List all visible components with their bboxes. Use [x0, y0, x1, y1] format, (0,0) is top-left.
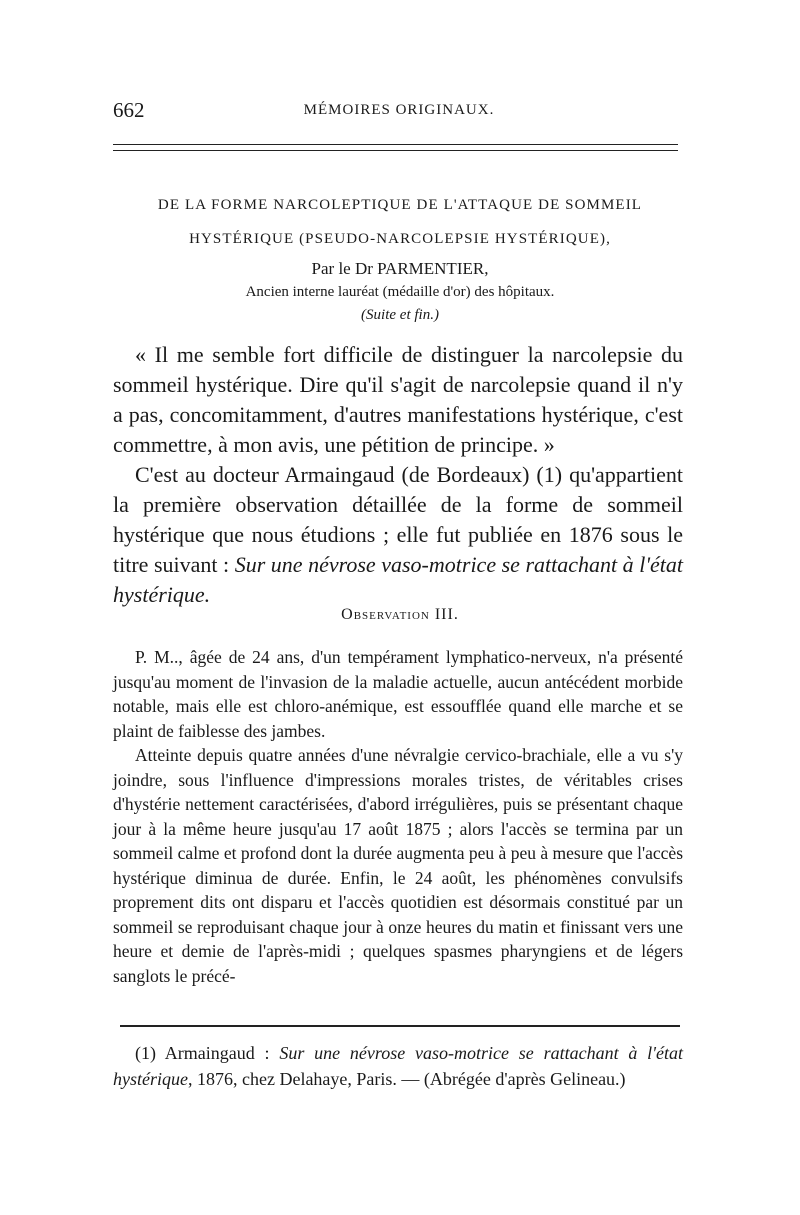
observation-paragraph-1: P. M.., âgée de 24 ans, d'un tempérament lymphatico-nerveux, n'a présenté jusqu'au moment de l'invasion de la maladie actuelle, aucun antécédent morbide notable, mais elle est chloro-anémique, est essoufflée quand elle marche et se plaint de faiblesse des jambes.: [113, 647, 683, 741]
footnote-end: , 1876, chez Delahaye, Paris. — (Abrégée d'après Gelineau.): [187, 1069, 626, 1089]
running-header: [113, 98, 685, 128]
quote-paragraph: « Il me semble fort difficile de distinguer la narcolepsie du sommeil hystérique. Dire qu'il s'agit de narcolepsie quand il n'y a pas, concomitamment, d'autres manifestations hystérique, c'est commettre, à mon avis, une pétition de principe. »: [113, 342, 683, 457]
author-line: Par le Dr PARMENTIER,: [311, 259, 489, 278]
footnote-rule: [120, 1025, 680, 1027]
main-text: [113, 340, 683, 610]
page-number: 662: [113, 98, 145, 122]
article-title: [100, 188, 700, 256]
footnote-italic: Sur une névrose vaso-motrice se rattachant à l'état hystérique: [113, 1043, 683, 1089]
author-affiliation: Ancien interne lauréat (médaille d'or) des hôpitaux.: [245, 284, 555, 300]
running-title: MÉMOIRES ORIGINAUX.: [303, 102, 495, 118]
observation-paragraph-2: Atteinte depuis quatre années d'une névralgie cervico-brachiale, elle a vu s'y joindre, sous l'influence d'impressions morales tristes, de véritables crises d'hystérie nettement caractérisées, d'abord irrégulières, puis se présentant chaque jour à la même heure jusqu'au 17 août 1875 ; alors l'accès se termina par un sommeil calme et profond dont la durée augmenta peu à peu à mesure que l'accès hystérique diminua de durée. Enfin, le 24 août, les phénomènes convulsifs proprement dits ont disparu et l'accès quotidien est désormais constitué par un sommeil se reproduisant chaque jour à onze heures du matin et finissant vers une heure et demie de l'après-midi ; quelques spasmes pharyngiens et de légers sanglots le précé-: [113, 745, 683, 986]
article-title-line-1: DE LA FORME NARCOLEPTIQUE DE L'ATTAQUE DE SOMMEIL: [157, 197, 643, 213]
header-rule-top: [113, 144, 678, 145]
cited-title: Sur une névrose vaso-motrice se rattachant à l'état hystérique.: [113, 552, 684, 607]
footnote-text: [113, 1040, 683, 1092]
observation-text: [113, 645, 683, 988]
observation-heading: Observation III.: [341, 606, 459, 623]
intro-paragraph: [113, 460, 683, 610]
footnote-start: (1) Armaingaud :: [135, 1043, 280, 1063]
intro-text: C'est au docteur Armaingaud (de Bordeaux) (1) qu'appartient la première observation détaillée de la forme de sommeil hystérique que nous étudions ; elle fut publiée en 1876 sous le titre suivant :: [113, 462, 683, 577]
header-rule-bottom: [113, 150, 678, 151]
article-title-line-2: HYSTÉRIQUE (PSEUDO-NARCOLEPSIE HYSTÉRIQUE),: [189, 231, 611, 247]
continuation-note: (Suite et fin.): [361, 307, 439, 323]
footnote: [113, 1040, 683, 1092]
